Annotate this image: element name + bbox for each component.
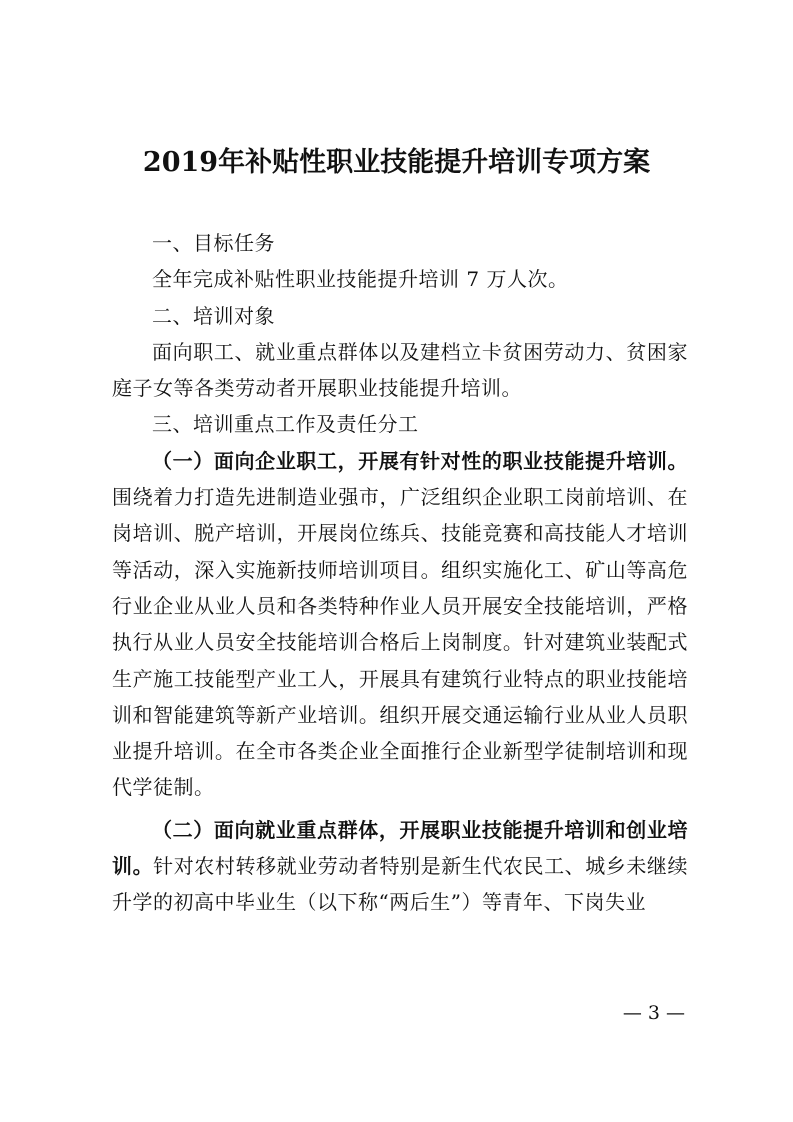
paragraph-text-enterprise: 围绕着力打造先进制造业强市，广泛组织企业职工岗前培训、在岗培训、脱产培训，开展岗位练兵、技能竞赛和高技能人才培训等活动，深入实施新技师培训项目。组织实施化工、矿山等高危行业企业从业人员和各类特种作业人员开展安全技能培训，严格执行从业人员安全技能培训合格后上岗制度。针对建筑业装配式生产施工技能型产业工人，开展具有建筑行业特点的职业技能培训和智能建筑等新产业培训。组织开展交通运输行业从业人员职业提升培训。在全市各类企业全面推行企业新型学徒制培训和现代学徒制。 bbox=[112, 485, 688, 800]
paragraph-lead-enterprise: （一）面向企业职工，开展有针对性的职业技能提升培训。 bbox=[152, 448, 688, 473]
document-body bbox=[112, 225, 688, 921]
paragraph-enterprise-staff bbox=[112, 443, 688, 806]
document-title: 2019年补贴性职业技能提升培训专项方案 bbox=[142, 147, 651, 178]
section-heading-key-work: 三、培训重点工作及责任分工 bbox=[152, 412, 419, 437]
section-text-audience: 面向职工、就业重点群体以及建档立卡贫困劳动力、贫困家庭子女等各类劳动者开展职业技能提升培训。 bbox=[112, 339, 688, 401]
section-heading-audience: 二、培训对象 bbox=[152, 303, 275, 328]
paragraph-text-key-groups: 针对农村转移就业劳动者特别是新生代农民工、城乡未继续升学的初高中毕业生（以下称“两后生”）等青年、下岗失业 bbox=[112, 854, 689, 915]
section-text-targets: 全年完成补贴性职业技能提升培训 7 万人次。 bbox=[152, 267, 569, 292]
page-number: — 3 — bbox=[622, 1002, 685, 1024]
paragraph-key-groups bbox=[112, 812, 688, 921]
section-heading-targets: 一、目标任务 bbox=[152, 231, 275, 255]
paragraph-lead-key-groups: （二）面向就业重点群体，开展职业技能提升培训和创业培训。 bbox=[112, 817, 688, 879]
